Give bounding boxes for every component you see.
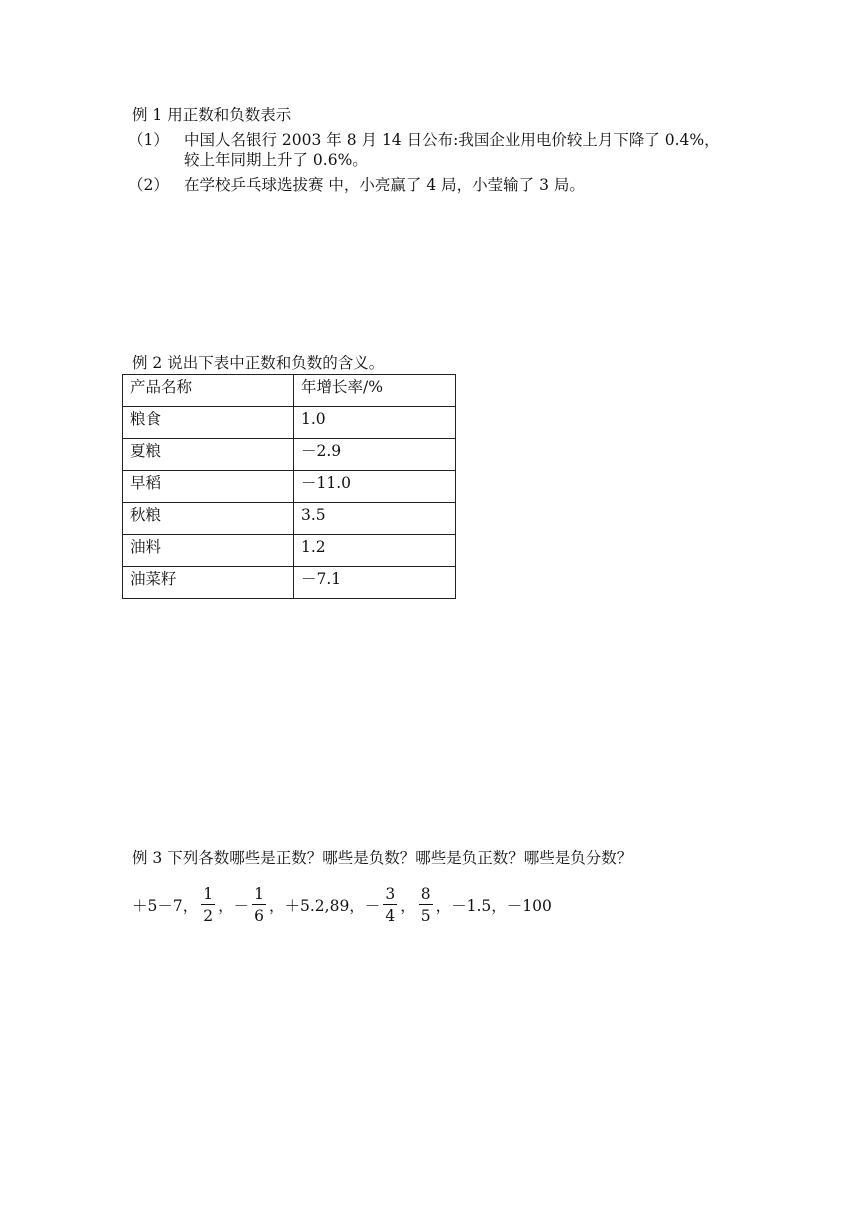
fraction-denominator: 4 [385,907,396,925]
example-1-item-2-number: （2） [128,176,169,194]
fraction-numerator: 1 [203,885,214,903]
product-name-cell: 油料 [123,535,294,567]
table-row [123,503,456,535]
growth-rate-cell: －7.1 [294,567,456,599]
growth-rate-cell: －2.9 [294,439,456,471]
product-name-cell: 秋粮 [123,503,294,535]
fraction-denominator: 6 [254,907,264,925]
fraction-numerator: 1 [254,885,264,903]
growth-rate-cell: 1.2 [294,535,456,567]
example-3-title: 例 3 下列各数哪些是正数？哪些是负数？哪些是负正数？哪些是负分数？ [132,849,633,867]
table-header-cell: 年增长率/% [294,375,456,407]
growth-rate-cell: －11.0 [294,471,456,503]
number-list-expression [132,882,552,928]
table-header-cell: 产品名称 [123,375,294,407]
fraction [419,886,433,924]
growth-rate-cell: 1.0 [294,407,456,439]
expression-text: ＋5－7， [132,897,199,915]
example-2-title: 例 2 说出下表中正数和负数的含义。 [132,354,385,372]
product-name-cell: 粮食 [123,407,294,439]
fraction-denominator: 5 [420,907,431,925]
fraction [383,886,397,924]
table-header-row [123,375,456,407]
fraction [201,886,215,924]
example-1-item-1-text: 中国人名银行 2003 年 8 月 14 日公布:我国企业用电价较上月下降了 0.4%， [184,131,720,149]
expression-text: ，＋5.2,89，－ [269,897,381,915]
table-row [123,439,456,471]
product-name-cell: 夏粮 [123,439,294,471]
example-1-item-1-number: （1） [128,131,169,149]
table-row [123,471,456,503]
example-1-item-1-text-continued: 较上年同期上升了 0.6%。 [184,151,368,169]
product-name-cell: 油菜籽 [123,567,294,599]
fraction-numerator: 3 [385,885,396,903]
fraction [252,886,266,924]
table-row [123,407,456,439]
fraction-numerator: 8 [420,885,431,903]
fraction-denominator: 2 [203,907,214,925]
expression-text: ， [400,897,416,915]
table-row [123,567,456,599]
expression-text: ，－ [218,897,250,915]
example-1-item-2-text: 在学校乒乓球选拔赛 中，小亮赢了 4 局，小莹输了 3 局。 [184,176,585,194]
growth-rate-cell: 3.5 [294,503,456,535]
expression-text: ，－1.5，－100 [435,897,552,915]
example-1-title: 例 1 用正数和负数表示 [132,106,292,124]
product-name-cell: 早稻 [123,471,294,503]
table-row [123,535,456,567]
growth-rate-table [122,374,456,599]
